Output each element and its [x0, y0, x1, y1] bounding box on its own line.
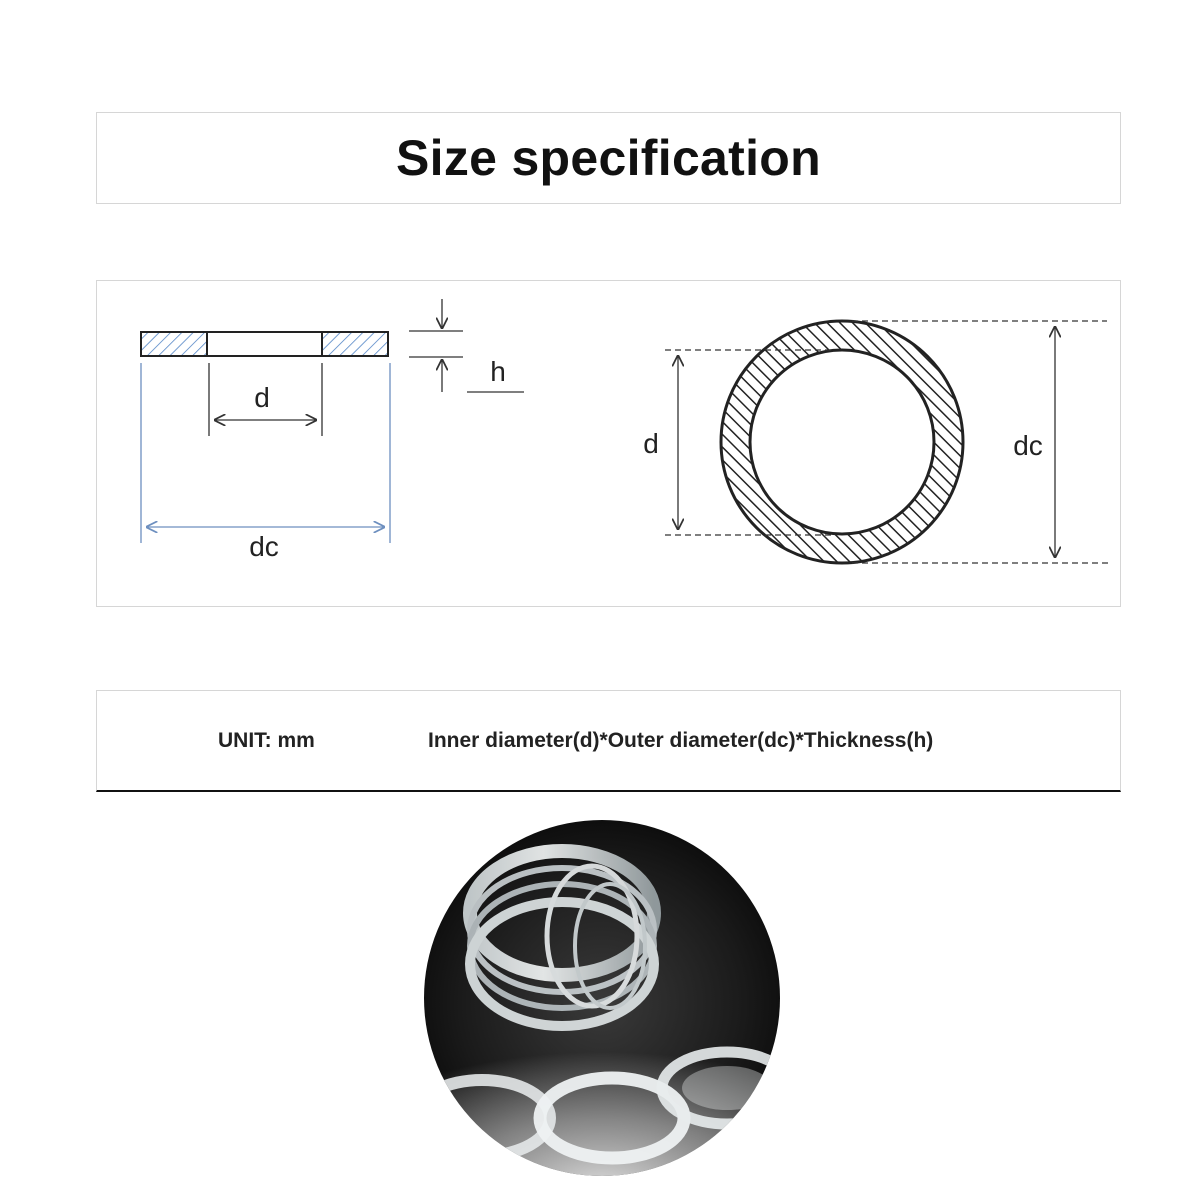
transparent-washers-photo — [412, 818, 792, 1188]
side-view — [141, 299, 524, 562]
side-dc-label: dc — [249, 531, 279, 562]
unit-box — [96, 690, 1121, 792]
outer-circle — [721, 321, 963, 563]
side-h-label: h — [490, 356, 506, 387]
right-section-hatch — [322, 332, 388, 356]
top-view — [643, 321, 1112, 563]
washer-hole — [207, 332, 322, 356]
inner-circle — [750, 350, 934, 534]
diagram-svg — [97, 281, 1122, 608]
top-dc-label: dc — [1013, 430, 1043, 461]
page-title: Size specification — [396, 130, 821, 186]
title-box — [96, 112, 1121, 204]
dimension-diagram — [96, 280, 1121, 607]
dimension-formula: Inner diameter(d)*Outer diameter(dc)*Thickness(h) — [428, 729, 934, 752]
left-section-hatch — [141, 332, 207, 356]
side-d-label: d — [254, 382, 270, 413]
top-d-label: d — [643, 428, 659, 459]
unit-label: UNIT: mm — [218, 729, 315, 752]
